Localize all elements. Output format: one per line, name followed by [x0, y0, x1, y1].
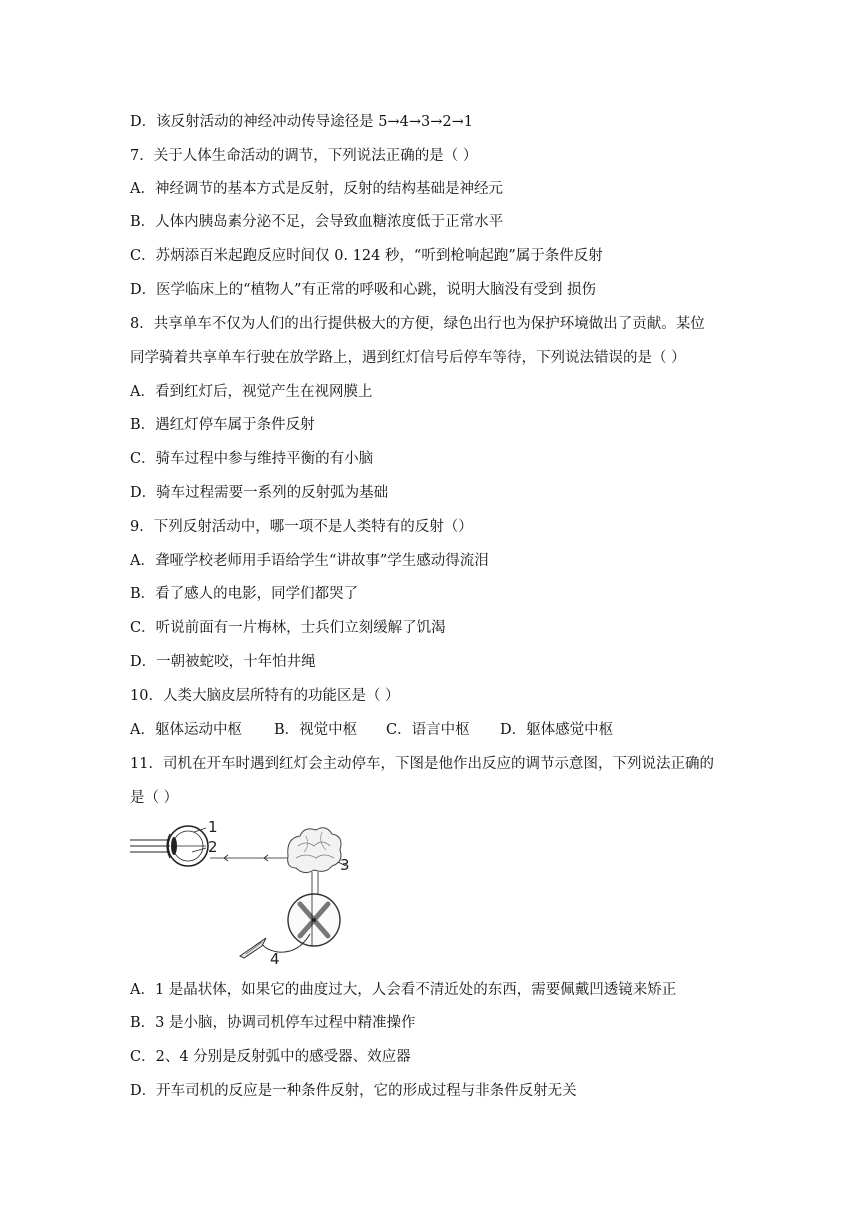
q10-option-d: D．躯体感觉中枢 — [500, 722, 614, 738]
q9-option-a: A．聋哑学校老师用手语给学生“讲故事”学生感动得流泪 — [130, 553, 489, 569]
q9-option-c: C．听说前面有一片梅林，士兵们立刻缓解了饥渴 — [130, 620, 446, 636]
q9-option-d: D．一朝被蛇咬，十年怕井绳 — [130, 654, 316, 670]
q10-options — [130, 720, 640, 740]
figure-label-3: 3 — [340, 856, 350, 874]
q10-stem: 10．人类大脑皮层所特有的功能区是（ ） — [130, 688, 400, 704]
spinal-cord-icon — [288, 894, 340, 946]
q11-stem-line2: 是（ ） — [130, 790, 179, 806]
q8-stem-line2: 同学骑着共享单车行驶在放学路上，遇到红灯信号后停车等待，下列说法错误的是（ ） — [130, 350, 686, 366]
q7-stem: 7．关于人体生命活动的调节，下列说法正确的是（ ） — [130, 148, 478, 164]
q8-option-c: C．骑车过程中参与维持平衡的有小脑 — [130, 451, 374, 467]
q11-stem-line1: 11．司机在开车时遇到红灯会主动停车，下图是他作出反应的调节示意图，下列说法正确的 — [130, 756, 714, 772]
q11-option-c: C．2、4 分别是反射弧中的感受器、效应器 — [130, 1049, 411, 1065]
q10-option-c: C．语言中枢 — [386, 722, 470, 738]
q7-option-b: B．人体内胰岛素分泌不足，会导致血糖浓度低于正常水平 — [130, 214, 504, 230]
q8-option-a: A．看到红灯后，视觉产生在视网膜上 — [130, 384, 373, 400]
figure-label-2: 2 — [208, 838, 218, 856]
q11-option-a: A．1 是晶状体，如果它的曲度过大，人会看不清近处的东西，需要佩戴凹透镜来矫正 — [130, 982, 677, 998]
q7-option-c: C．苏炳添百米起跑反应时间仅 0. 124 秒，“听到枪响起跑”属于条件反射 — [130, 248, 603, 264]
figure-label-1: 1 — [208, 818, 218, 836]
pointer-line — [192, 848, 206, 852]
brain-icon — [288, 828, 341, 873]
q9-stem: 9．下列反射活动中，哪一项不是人类特有的反射（） — [130, 519, 473, 535]
q6-option-d: D．该反射活动的神经冲动传导途径是 5→4→3→2→1 — [130, 114, 473, 130]
q10-option-a: A．躯体运动中枢 — [130, 722, 242, 738]
eye-icon — [167, 826, 208, 866]
reflex-diagram — [128, 816, 358, 966]
q11-option-b: B．3 是小脑，协调司机停车过程中精准操作 — [130, 1015, 416, 1031]
figure-label-4: 4 — [270, 950, 280, 966]
q8-option-b: B．遇红灯停车属于条件反射 — [130, 417, 315, 433]
q10-option-b: B．视觉中枢 — [274, 722, 358, 738]
pointer-line — [194, 828, 206, 832]
q8-stem-line1: 8．共享单车不仅为人们的出行提供极大的方便，绿色出行也为保护环境做出了贡献。某位 — [130, 316, 705, 332]
q7-option-d: D．医学临床上的“植物人”有正常的呼吸和心跳，说明大脑没有受到 损伤 — [130, 282, 597, 298]
q8-option-d: D．骑车过程需要一系列的反射弧为基础 — [130, 485, 389, 501]
muscle-effector-icon — [240, 938, 266, 958]
q7-option-a: A．神经调节的基本方式是反射，反射的结构基础是神经元 — [130, 181, 503, 197]
q11-option-d: D．开车司机的反应是一种条件反射，它的形成过程与非条件反射无关 — [130, 1083, 577, 1099]
q9-option-b: B．看了感人的电影，同学们都哭了 — [130, 586, 359, 602]
